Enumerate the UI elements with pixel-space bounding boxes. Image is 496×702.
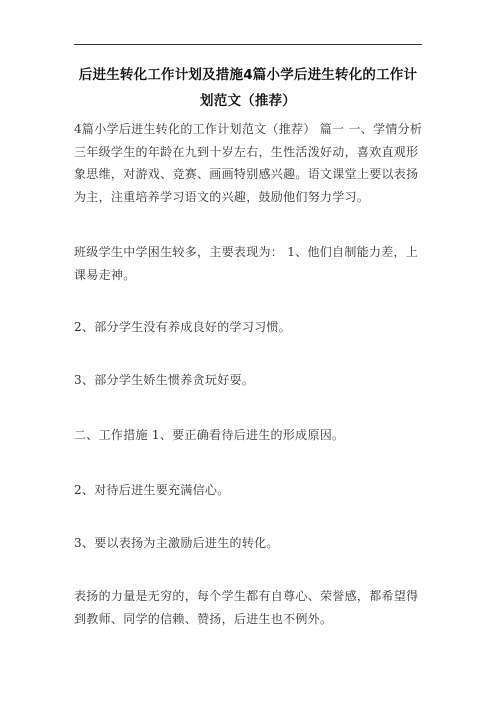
document-title: 后进生转化工作计划及措施4篇小学后进生转化的工作计划范文（推荐） (78, 67, 418, 109)
paragraph-2: 班级学生中学困生较多，主要表现为： 1、他们自制能力差，上课易走神。 (74, 245, 419, 282)
paragraph-7: 3、要以表扬为主激励后进生的转化。 (74, 536, 279, 550)
header-rule (74, 44, 422, 45)
paragraph-1: 4篇小学后进生转化的工作计划范文（推荐） 篇一 一、学情分析 三年级学生的年龄在九到十岁左右，生性活泼好动，喜欢直观形象思维，对游戏、竞赛、画画特别感兴趣。语文课堂上要以表扬为主，注重培养学习语文的兴趣，鼓励他们努力学习。 (74, 122, 423, 204)
paragraph-5: 二、工作措施 1、要正确看待后进生的形成原因。 (74, 428, 345, 442)
paragraph-6: 2、对待后进生要充满信心。 (74, 483, 230, 497)
paragraph-8: 表扬的力量是无穷的，每个学生都有自尊心、荣誉感，都希望得到教师、同学的信赖、赞扬，后进生也不例外。 (74, 589, 419, 626)
paragraph-3: 2、部分学生没有养成良好的学习习惯。 (74, 320, 292, 334)
paragraph-4: 3、部分学生娇生惯养贪玩好耍。 (74, 373, 255, 387)
